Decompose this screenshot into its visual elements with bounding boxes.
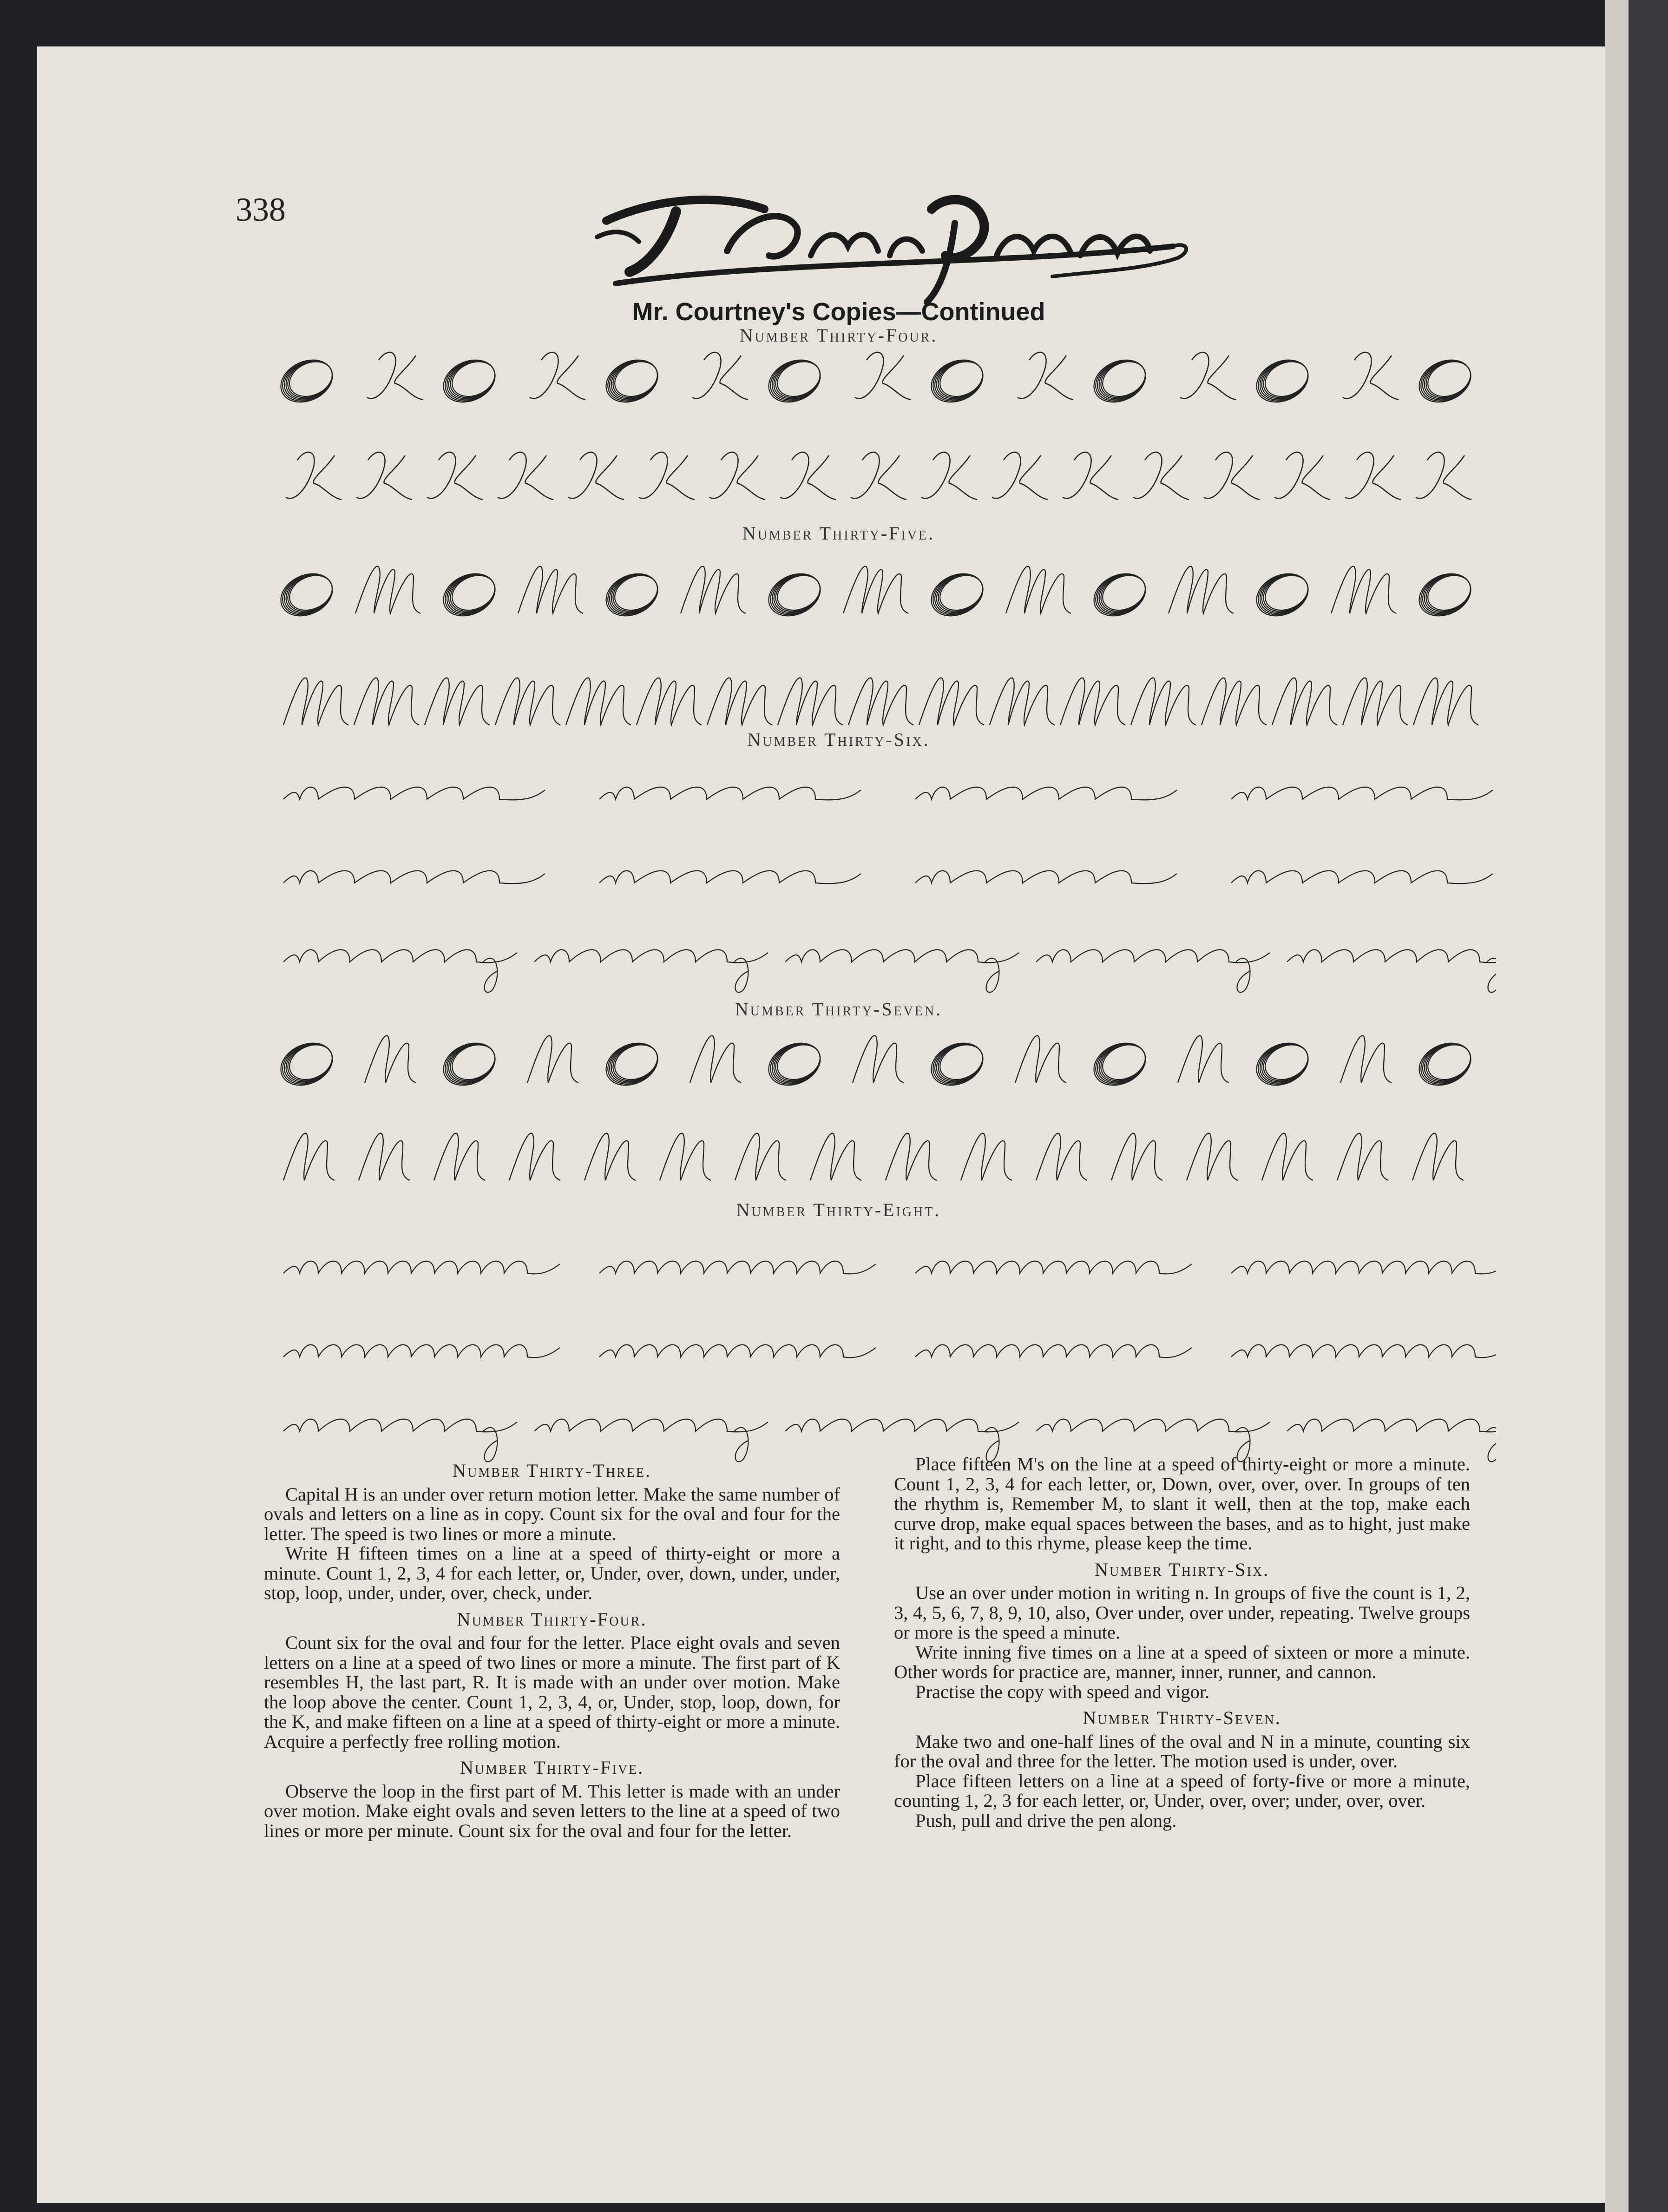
- instruction-paragraph: Write H fifteen times on a line at a speed of thirty-eight or more a minute. Count 1, 2, 3, 4 for each letter, or, Under, over, down, under, under, stop, loop, under, under, over, check, under.: [264, 1543, 840, 1604]
- instruction-paragraph: Practise the copy with speed and vigor.: [915, 1681, 1210, 1702]
- instruction-paragraph: Write inning five times on a line at a speed of sixteen or more a minute. Other words for practice are, manner, inner, runner, and cannon.: [894, 1641, 1470, 1683]
- instruction-paragraph: Push, pull and drive the pen along.: [915, 1810, 1177, 1831]
- instruction-paragraph: Use an over under motion in writing n. In groups of five the count is 1, 2, 3, 4, 5, 6, 7, 8, 9, 10, also, Over under, over under, repeating. Twelve groups or more is the speed a minute.: [894, 1582, 1470, 1643]
- copy-row-ok: [279, 344, 1496, 414]
- section-heading-36: Number Thirty-Six.: [747, 729, 930, 750]
- instruction-heading: Number Thirty-Five.: [460, 1757, 644, 1778]
- copy-row-m1: [279, 1236, 1496, 1292]
- left-column: [264, 1455, 840, 1841]
- instruction-heading: Number Thirty-Four.: [457, 1608, 647, 1630]
- copy-row-k: [279, 446, 1496, 516]
- instruction-paragraph: Observe the loop in the first part of M. This letter is made with an under over motion. Make eight ovals and seven letters to the line at a speed of two lines or more per minute. Count six for the oval and four for the letter.: [264, 1780, 840, 1841]
- page-number: 338: [236, 191, 286, 228]
- instruction-heading: Number Thirty-Six.: [1094, 1559, 1270, 1580]
- binding-edge: [1629, 0, 1668, 2212]
- document-page: [37, 46, 1640, 2203]
- copy-row-mining: [279, 1389, 1496, 1464]
- instruction-paragraph: Place fifteen letters on a line at a speed of forty-five or more a minute, counting 1, 2, 3 for each letter, or, Under, over, over; under, over, over.: [894, 1770, 1470, 1811]
- copy-row-n2: [279, 846, 1496, 902]
- section-heading-35: Number Thirty-Five.: [742, 523, 935, 544]
- instructions: [37, 1455, 1640, 2198]
- instruction-paragraph: Count six for the oval and four for the letter. Place eight ovals and seven letters on a line at a speed of two lines or more a minute. The first part of K resembles H, the last part, R. It is made with an under over motion. Make the loop above the center. Count 1, 2, 3, 4, or, Under, stop, loop, down, for the K, and make fifteen on a line at a speed of thirty-eight or more a minute. Acquire a perfectly free rolling motion.: [264, 1632, 840, 1752]
- copy-row-m2: [279, 1320, 1496, 1376]
- instruction-heading: Number Thirty-Seven.: [1083, 1707, 1281, 1729]
- instruction-heading: Number Thirty-Three.: [452, 1460, 652, 1481]
- right-column: [894, 1455, 1470, 1830]
- copies-title: Mr. Courtney's Copies—Continued: [632, 298, 1045, 326]
- copy-row-om: [279, 558, 1496, 632]
- section-heading-37: Number Thirty-Seven.: [735, 999, 943, 1020]
- masthead-logo: [588, 177, 1201, 307]
- copy-row-n: [279, 1120, 1496, 1199]
- copy-row-on: [279, 1027, 1496, 1101]
- copy-row-inning: [279, 920, 1496, 994]
- page-edge: [1605, 0, 1629, 2212]
- section-heading-38: Number Thirty-Eight.: [736, 1199, 941, 1220]
- section-heading-34: Number Thirty-Four.: [739, 325, 938, 346]
- instruction-paragraph: Capital H is an under over return motion letter. Make the same number of ovals and letters on a line as in copy. Count six for the oval and four for the letter. The speed is two lines or more a minute.: [264, 1483, 840, 1544]
- copy-row-n1: [279, 762, 1496, 818]
- instruction-paragraph: Make two and one-half lines of the oval and N in a minute, counting six for the oval and three for the letter. The motion used is under, over.: [894, 1731, 1470, 1772]
- instruction-paragraph: Place fifteen M's on the line at a speed of thirty-eight or more a minute. Count 1, 2, 3, 4 for each letter, or, Down, over, over, over. In groups of ten the rhythm is, Remember M, to slant it well, then at the top, make each curve drop, make equal spaces between the bases, and as to hight, just make it right, and to this rhyme, please keep the time.: [894, 1454, 1470, 1554]
